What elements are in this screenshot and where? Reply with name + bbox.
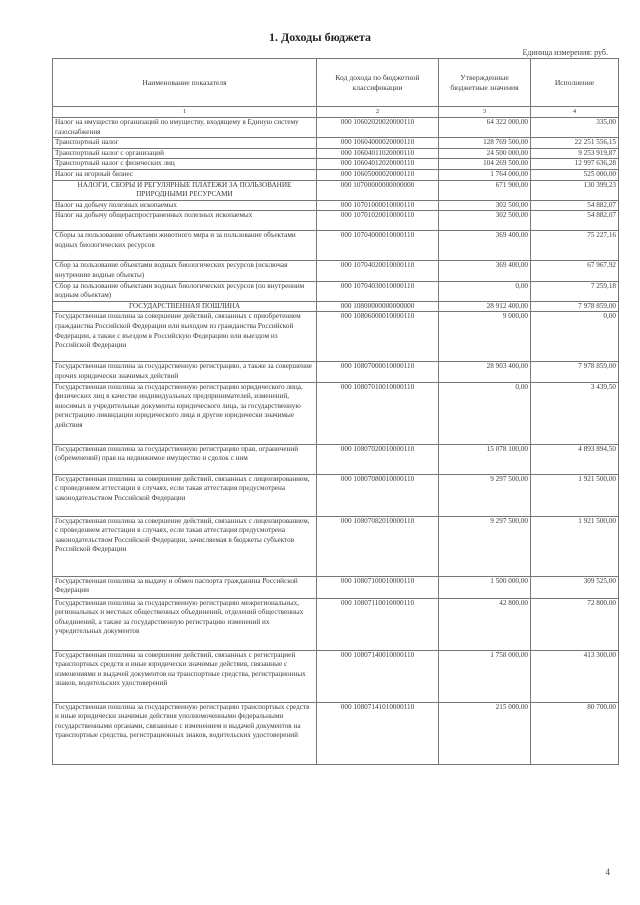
- row-execution: 54 882,07: [531, 200, 619, 211]
- row-execution: 54 882,07: [531, 211, 619, 231]
- table-row: [53, 231, 619, 261]
- table-row: [53, 702, 619, 764]
- row-name: Сбор за пользование объектами водных биологических ресурсов (исключая внутренние водные объекты): [53, 261, 317, 281]
- row-name: Государственная пошлина за выдачу и обмен паспорта гражданина Российской Федерации: [53, 576, 317, 598]
- row-execution: 413 300,00: [531, 650, 619, 702]
- row-code: 000 10807141010000110: [317, 702, 439, 764]
- row-approved: 9 297 500,00: [439, 474, 531, 516]
- row-execution: 72 800,00: [531, 598, 619, 650]
- row-approved: 1 764 000,00: [439, 169, 531, 180]
- row-approved: 28 903 400,00: [439, 362, 531, 382]
- table-row: [53, 281, 619, 301]
- row-code: 000 10605000020000110: [317, 169, 439, 180]
- row-approved: 64 322 000,00: [439, 118, 531, 138]
- table-row: [53, 200, 619, 211]
- row-code: 000 10807000010000110: [317, 362, 439, 382]
- row-execution: 1 921 500,00: [531, 516, 619, 576]
- table-row: [53, 576, 619, 598]
- row-name: Налог на имущество организаций по имуществу, входящему в Единую систему газоснабжения: [53, 118, 317, 138]
- column-number-row: [53, 107, 619, 118]
- row-approved: 24 500 000,00: [439, 148, 531, 159]
- row-name: Налог на добычу общераспространенных полезных ископаемых: [53, 211, 317, 231]
- row-execution: 67 967,92: [531, 261, 619, 281]
- row-execution: 80 700,00: [531, 702, 619, 764]
- row-code: 000 10807110010000110: [317, 598, 439, 650]
- row-code: 000 10704020010000110: [317, 261, 439, 281]
- row-name: Государственная пошлина за государственную регистрацию, а также за совершение прочих юридически значимых действий: [53, 362, 317, 382]
- row-execution: 130 399,23: [531, 180, 619, 200]
- row-execution: 1 921 500,00: [531, 474, 619, 516]
- row-approved: 215 000,00: [439, 702, 531, 764]
- row-name: Государственная пошлина за государственную регистрацию юридического лица, физических лиц в качестве индивидуальных предпринимателей, изменений, вносимых в учредительные документы юридического лица, за государственную регистрацию ликвидации юридического лица и другие юридически значимые действия: [53, 382, 317, 444]
- table-row: [53, 362, 619, 382]
- row-execution: 3 439,50: [531, 382, 619, 444]
- row-name: Налог на игорный бизнес: [53, 169, 317, 180]
- row-approved: 369 400,00: [439, 231, 531, 261]
- row-code: 000 10807010010000110: [317, 382, 439, 444]
- table-row: [53, 138, 619, 149]
- row-name: Государственная пошлина за совершение действий, связанных с лицензированием, с проведением аттестации в случаях, если такая аттестация предусмотрена законодательством Российской Федерации: [53, 474, 317, 516]
- row-approved: 28 912 400,00: [439, 301, 531, 312]
- row-name: Государственная пошлина за государственную регистрацию прав, ограничений (обременений) прав на недвижимое имущество и сделок с ним: [53, 444, 317, 474]
- row-name: Налог на добычу полезных ископаемых: [53, 200, 317, 211]
- table-row: [53, 180, 619, 200]
- row-name: Сборы за пользование объектами животного мира и за пользование объектами водных биологических ресурсов: [53, 231, 317, 261]
- row-code: 000 10704030010000110: [317, 281, 439, 301]
- row-code: 000 10807082010000110: [317, 516, 439, 576]
- row-approved: 104 269 500,00: [439, 159, 531, 170]
- row-code: 000 10800000000000000: [317, 301, 439, 312]
- row-execution: 525 000,00: [531, 169, 619, 180]
- row-code: 000 10701020010000110: [317, 211, 439, 231]
- table-row: [53, 382, 619, 444]
- row-code: 000 10602020020000110: [317, 118, 439, 138]
- row-name: ГОСУДАРСТВЕННАЯ ПОШЛИНА: [53, 301, 317, 312]
- row-name: Сбор за пользование объектами водных биологических ресурсов (по внутренним водным объектам): [53, 281, 317, 301]
- header-approved: Утвержденные бюджетные значения: [439, 59, 531, 107]
- column-number: 4: [531, 107, 619, 118]
- table-row: [53, 118, 619, 138]
- row-name: Государственная пошлина за государственную регистрацию межрегиональных, региональных и местных общественных объединений, отделений общественных объединений, а также за государственную регистрацию изменений их учредительных документов: [53, 598, 317, 650]
- table-body: [53, 118, 619, 765]
- row-name: Государственная пошлина за совершение действий, связанных с регистрацией транспортных средств и иные юридически значимые действия, связанные с изменениями и выдачей документов на транспортные средства, регистрационных знаков, водительских удостоверений: [53, 650, 317, 702]
- row-code: 000 10604012020000110: [317, 159, 439, 170]
- row-approved: 302 500,00: [439, 200, 531, 211]
- row-name: Государственная пошлина за совершение действий, связанных с лицензированием, с проведением аттестации в случаях, если такая аттестация предусмотрена законодательством Российской Федерации, зачисляемая в бюджеты субъектов Российской Федерации: [53, 516, 317, 576]
- row-approved: 302 500,00: [439, 211, 531, 231]
- row-name: Транспортный налог: [53, 138, 317, 149]
- page-number: 4: [605, 867, 610, 877]
- row-execution: 4 893 894,50: [531, 444, 619, 474]
- row-execution: 0,00: [531, 312, 619, 362]
- row-approved: 0,00: [439, 281, 531, 301]
- row-name: Государственная пошлина за государственную регистрацию транспортных средств и иные юридически значимые действия уполномоченными федеральными государственными органами, связанные с изменением и выдачей документов на транспортные средства, регистрационных знаков, водительских удостоверений: [53, 702, 317, 764]
- row-execution: 7 259,18: [531, 281, 619, 301]
- row-approved: 0,00: [439, 382, 531, 444]
- row-code: 000 10701000010000110: [317, 200, 439, 211]
- column-number: 3: [439, 107, 531, 118]
- row-approved: 128 769 500,00: [439, 138, 531, 149]
- row-code: 000 10806000010000110: [317, 312, 439, 362]
- row-approved: 9 000,00: [439, 312, 531, 362]
- row-code: 000 10807140010000110: [317, 650, 439, 702]
- table-row: [53, 474, 619, 516]
- row-name: Транспортный налог с физических лиц: [53, 159, 317, 170]
- row-execution: 9 253 919,87: [531, 148, 619, 159]
- column-number: 1: [53, 107, 317, 118]
- unit-label: Единица измерения: руб.: [522, 48, 608, 57]
- row-approved: 671 900,00: [439, 180, 531, 200]
- row-code: 000 10807020010000110: [317, 444, 439, 474]
- row-approved: 1 500 000,00: [439, 576, 531, 598]
- row-approved: 15 078 100,00: [439, 444, 531, 474]
- row-execution: 22 251 556,15: [531, 138, 619, 149]
- row-name: Транспортный налог с организаций: [53, 148, 317, 159]
- row-execution: 12 997 636,28: [531, 159, 619, 170]
- row-approved: 9 297 500,00: [439, 516, 531, 576]
- table-row: [53, 159, 619, 170]
- table-row: [53, 312, 619, 362]
- row-execution: 309 525,00: [531, 576, 619, 598]
- table-row: [53, 444, 619, 474]
- table-header-row: [53, 59, 619, 107]
- row-approved: 369 400,00: [439, 261, 531, 281]
- row-execution: 7 978 859,00: [531, 301, 619, 312]
- table-row: [53, 261, 619, 281]
- page-title: 1. Доходы бюджета: [268, 30, 372, 44]
- table-row: [53, 148, 619, 159]
- column-number: 2: [317, 107, 439, 118]
- row-code: 000 10704000010000110: [317, 231, 439, 261]
- row-code: 000 10604000020000110: [317, 138, 439, 149]
- table-row: [53, 301, 619, 312]
- table-row: [53, 516, 619, 576]
- row-code: 000 10807100010000110: [317, 576, 439, 598]
- row-name: НАЛОГИ, СБОРЫ И РЕГУЛЯРНЫЕ ПЛАТЕЖИ ЗА ПОЛЬЗОВАНИЕ ПРИРОДНЫМИ РЕСУРСАМИ: [53, 180, 317, 200]
- table-row: [53, 650, 619, 702]
- header-execution: Исполнение: [531, 59, 619, 107]
- table-row: [53, 211, 619, 231]
- row-name: Государственная пошлина за совершение действий, связанных с приобретением гражданства Российской Федерации или выходом из гражданства Российской Федерации, а также с въездом в Российскую Федерацию или выездом из Российской Федерации: [53, 312, 317, 362]
- row-code: 000 10700000000000000: [317, 180, 439, 200]
- row-code: 000 10604011020000110: [317, 148, 439, 159]
- row-execution: 7 978 859,00: [531, 362, 619, 382]
- table-row: [53, 169, 619, 180]
- revenue-table: [52, 58, 619, 765]
- table-row: [53, 598, 619, 650]
- row-approved: 1 758 000,00: [439, 650, 531, 702]
- row-code: 000 10807080010000110: [317, 474, 439, 516]
- row-approved: 42 800,00: [439, 598, 531, 650]
- row-execution: 335,00: [531, 118, 619, 138]
- header-name: Наименование показателя: [53, 59, 317, 107]
- row-execution: 75 227,16: [531, 231, 619, 261]
- header-code: Код дохода по бюджетной классификации: [317, 59, 439, 107]
